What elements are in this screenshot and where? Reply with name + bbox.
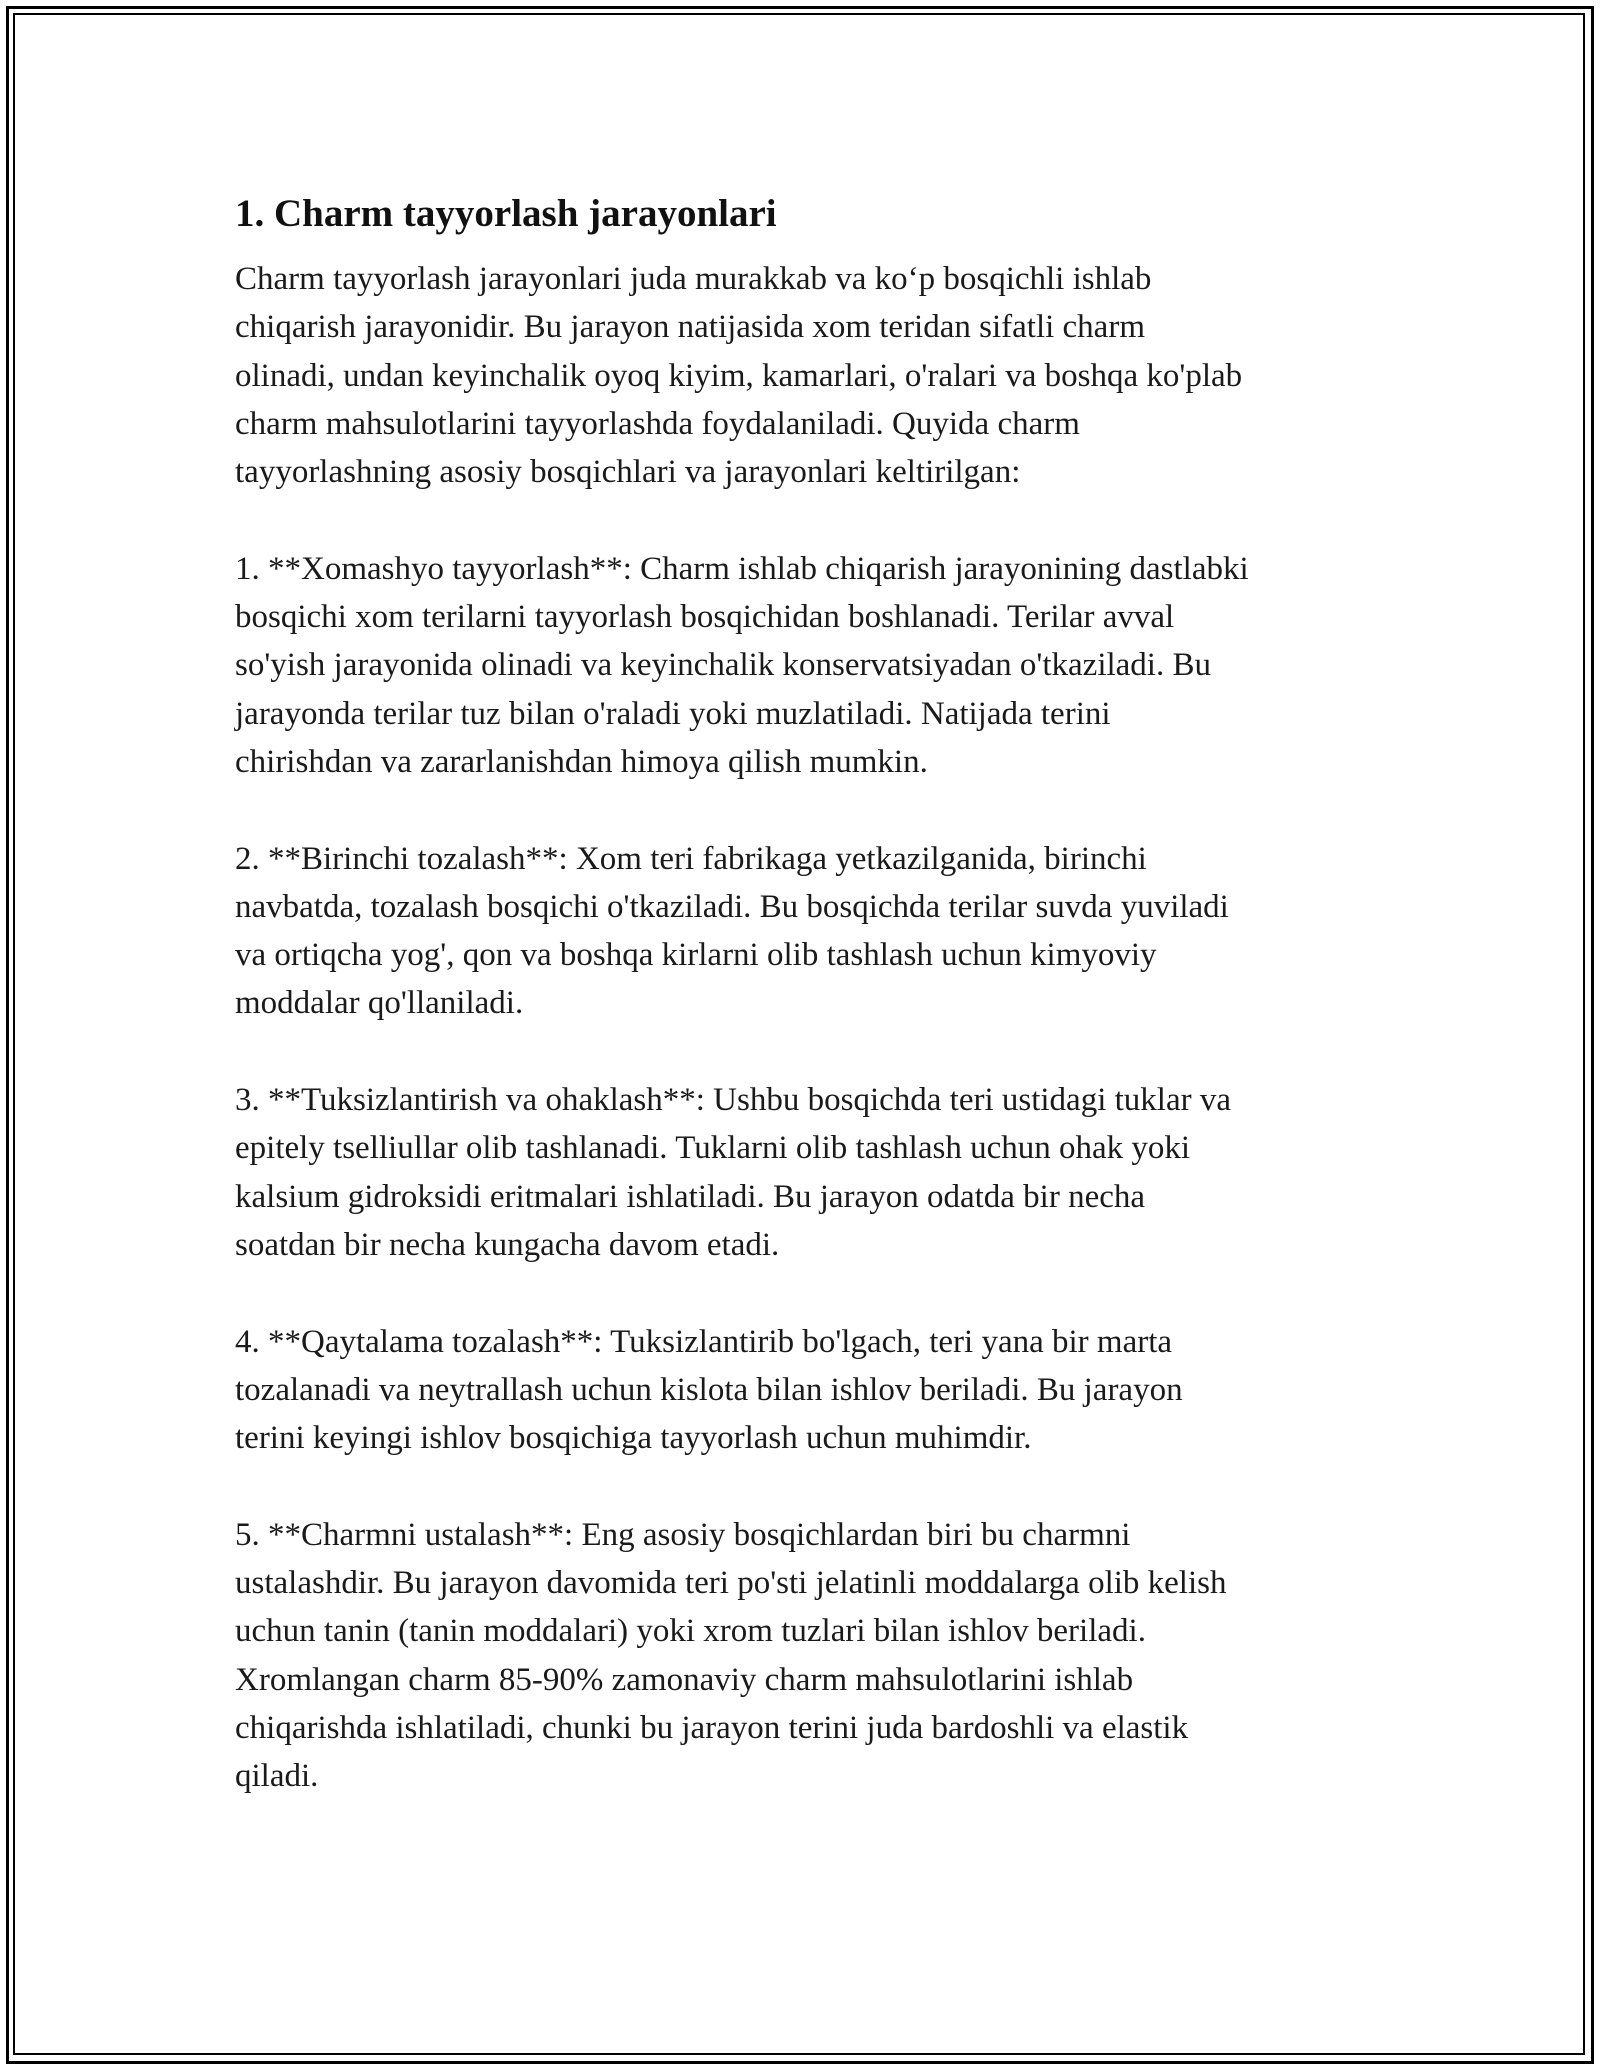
text-line: chiqarish jarayonidir. Bu jarayon natijasida xom teridan sifatli charm [235,309,1145,346]
text-line: moddalar qo'llaniladi. [235,985,524,1022]
text-line: 4. **Qaytalama tozalash**: Tuksizlantirib bo'lgach, teri yana bir marta [235,1323,1173,1360]
text-line: Charm tayyorlash jarayonlari juda murakkab va ko‘p bosqichli ishlab [235,261,1152,297]
text-line: 3. **Tuksizlantirish va ohaklash**: Ushbu bosqichda teri ustidagi tuklar va [235,1082,1231,1119]
text-line: Xromlangan charm 85-90% zamonaviy charm mahsulotlarini ishlab [235,1661,1134,1698]
text-line: soatdan bir necha kungacha davom etadi. [235,1226,780,1263]
text-line: navbatda, tozalash bosqichi o'tkaziladi. Bu bosqichda terilar suvda yuviladi [235,888,1229,925]
paragraph-step-2 [235,835,1365,1028]
text-line: tozalanadi va neytrallash uchun kislota bilan ishlov beriladi. Bu jarayon [235,1371,1183,1408]
text-line: bosqichi xom terilarni tayyorlash bosqichidan boshlanadi. Terilar avval [235,599,1175,636]
text-line: chiqarishda ishlatiladi, chunki bu jarayon terini juda bardoshli va elastik [235,1709,1189,1746]
text-line: so'yish jarayonida olinadi va keyinchalik konservatsiyadan o'tkaziladi. Bu [235,647,1211,684]
text-line: tayyorlashning asosiy bosqichlari va jarayonlari keltirilgan: [235,454,1021,491]
text-line: ustalashdir. Bu jarayon davomida teri po'sti jelatinli moddalarga olib kelish [235,1565,1227,1602]
text-line: 2. **Birinchi tozalash**: Xom teri fabrikaga yetkazilganida, birinchi [235,840,1147,877]
paragraph-intro [235,255,1365,496]
text-line: olinadi, undan keyinchalik oyoq kiyim, kamarlari, o'ralari va boshqa ko'plab [235,357,1243,394]
text-line: qiladi. [235,1758,319,1795]
text-line: chirishdan va zararlanishdan himoya qilish mumkin. [235,743,928,780]
text-line: uchun tanin (tanin moddalari) yoki xrom tuzlari bilan ishlov beriladi. [235,1613,1146,1650]
paragraph-step-5 [235,1511,1365,1801]
text-line: 1. **Xomashyo tayyorlash**: Charm ishlab chiqarish jarayonining dastlabki [235,550,1249,587]
text-line: terini keyingi ishlov bosqichiga tayyorlash uchun muhimdir. [235,1420,1032,1457]
paragraph-step-3 [235,1076,1365,1269]
text-line: va ortiqcha yog', qon va boshqa kirlarni olib tashlash uchun kimyoviy [235,937,1157,974]
document-title: 1. Charm tayyorlash jarayonlari [235,192,777,235]
text-line: charm mahsulotlarini tayyorlashda foydalaniladi. Quyida charm [235,405,1080,442]
paragraph-step-4 [235,1318,1365,1463]
paragraph-step-1 [235,545,1365,786]
text-line: epitely tselliullar olib tashlanadi. Tuklarni olib tashlash uchun ohak yoki [235,1130,1191,1167]
text-line: 5. **Charmni ustalash**: Eng asosiy bosqichlardan biri bu charmni [235,1516,1131,1553]
document-body [235,186,1365,1849]
text-line: kalsium gidroksidi eritmalari ishlatiladi. Bu jarayon odatda bir necha [235,1178,1146,1215]
text-line: jarayonda terilar tuz bilan o'raladi yoki muzlatiladi. Natijada terini [235,695,1111,732]
